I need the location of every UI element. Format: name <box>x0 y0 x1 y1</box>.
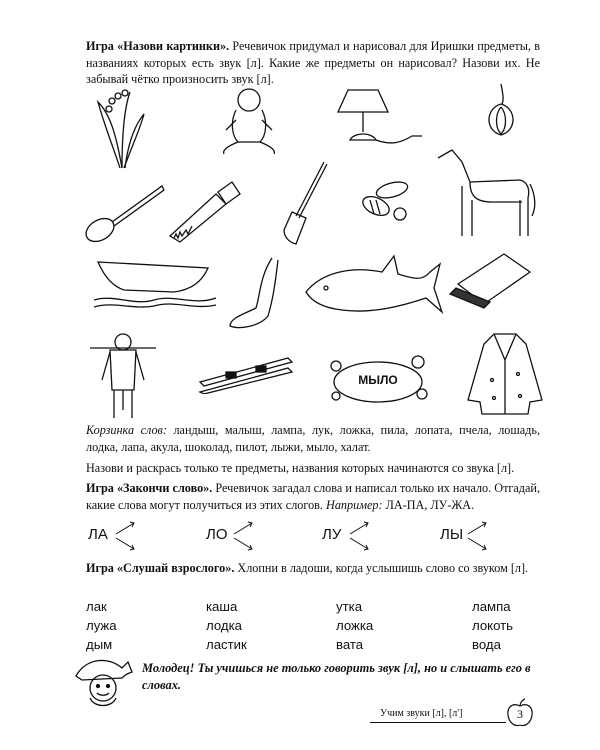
example-label: Например: <box>326 497 383 512</box>
footer-line <box>370 722 506 723</box>
syllable: ЛЫ <box>440 526 464 543</box>
arrows-icon <box>348 520 374 552</box>
game1-text: Речевичок придумал и нарисовал для Иришки предметы, в названиях которых есть звук [л]. Какие же предметы он нарисовал? Назови их. Не забывай чётко произносить звук [л]. <box>86 39 540 86</box>
arrows-icon <box>466 520 492 552</box>
boat-picture <box>94 250 216 310</box>
spoon-picture <box>84 180 166 244</box>
pilot-picture <box>88 330 158 420</box>
game3-text: Хлопни в ладоши, когда услышишь слово со звуком [л]. <box>234 561 529 575</box>
page-number: 3 <box>517 707 523 721</box>
soap-label: МЫЛО <box>358 373 398 387</box>
game3-title: Игра «Слушай взрослого». <box>86 561 235 575</box>
soap-picture <box>326 352 430 408</box>
word: лужа <box>86 618 117 633</box>
word: лодка <box>206 618 242 633</box>
word: лампа <box>472 599 511 614</box>
word-column <box>472 597 513 654</box>
game2-paragraph <box>86 480 540 513</box>
lamp-picture <box>332 82 428 150</box>
word: дым <box>86 637 113 652</box>
basket-paragraph <box>86 422 540 455</box>
shovel-picture <box>270 158 330 248</box>
word: каша <box>206 599 238 614</box>
footer-title: Учим звуки [л], [л'] <box>380 708 463 719</box>
page-number-apple <box>506 698 534 728</box>
bee-picture <box>346 176 418 232</box>
praise-text: Молодец! Ты учишься не только говорить звук [л], но и слышать его в словах. <box>142 661 531 692</box>
shark-picture <box>302 252 444 318</box>
word: утка <box>336 599 363 614</box>
word: ложка <box>336 618 374 633</box>
horse-picture <box>432 146 540 238</box>
syllable: ЛУ <box>322 526 342 543</box>
baby-picture <box>214 86 284 156</box>
lily-of-the-valley-picture <box>92 84 152 170</box>
paw-picture <box>226 256 282 332</box>
word: вода <box>472 637 501 652</box>
word: ластик <box>206 637 247 652</box>
onion-picture <box>480 82 522 138</box>
word-column <box>86 597 117 654</box>
game2-text: Речевичок загадал слова и написал только их начало. Отгадай, какие слова могут получиться из этих слогов. <box>86 481 540 512</box>
word: лак <box>86 599 107 614</box>
game3-paragraph <box>86 560 540 577</box>
skis-picture <box>196 352 296 394</box>
basket-words: ландыш, малыш, лампа, лук, ложка, пила, лопата, пчела, лошадь, лодка, лапа, акула, шоколад, пилот, лыжи, мыло, халат. <box>86 423 540 454</box>
game2-title: Игра «Закончи слово». <box>86 481 213 495</box>
arrows-icon <box>114 520 140 552</box>
word: локоть <box>472 618 514 633</box>
game1-title: Игра «Назови картинки». <box>86 39 230 53</box>
gnome-picture <box>68 654 138 710</box>
word-column <box>206 597 247 654</box>
arrows-icon <box>232 520 258 552</box>
saw-picture <box>166 180 242 244</box>
example-text: ЛА-ПА, ЛУ-ЖА. <box>382 497 475 512</box>
word-column <box>336 597 373 654</box>
syllable: ЛО <box>206 526 228 543</box>
robe-picture <box>464 330 546 416</box>
basket-label: Корзинка слов: <box>86 423 167 437</box>
instruction: Назови и раскрась только те предметы, названия которых начинаются со звука [л]. <box>86 461 515 475</box>
chocolate-picture <box>448 250 534 312</box>
syllable: ЛА <box>88 526 108 543</box>
word: вата <box>336 637 364 652</box>
game1-paragraph <box>86 38 540 88</box>
